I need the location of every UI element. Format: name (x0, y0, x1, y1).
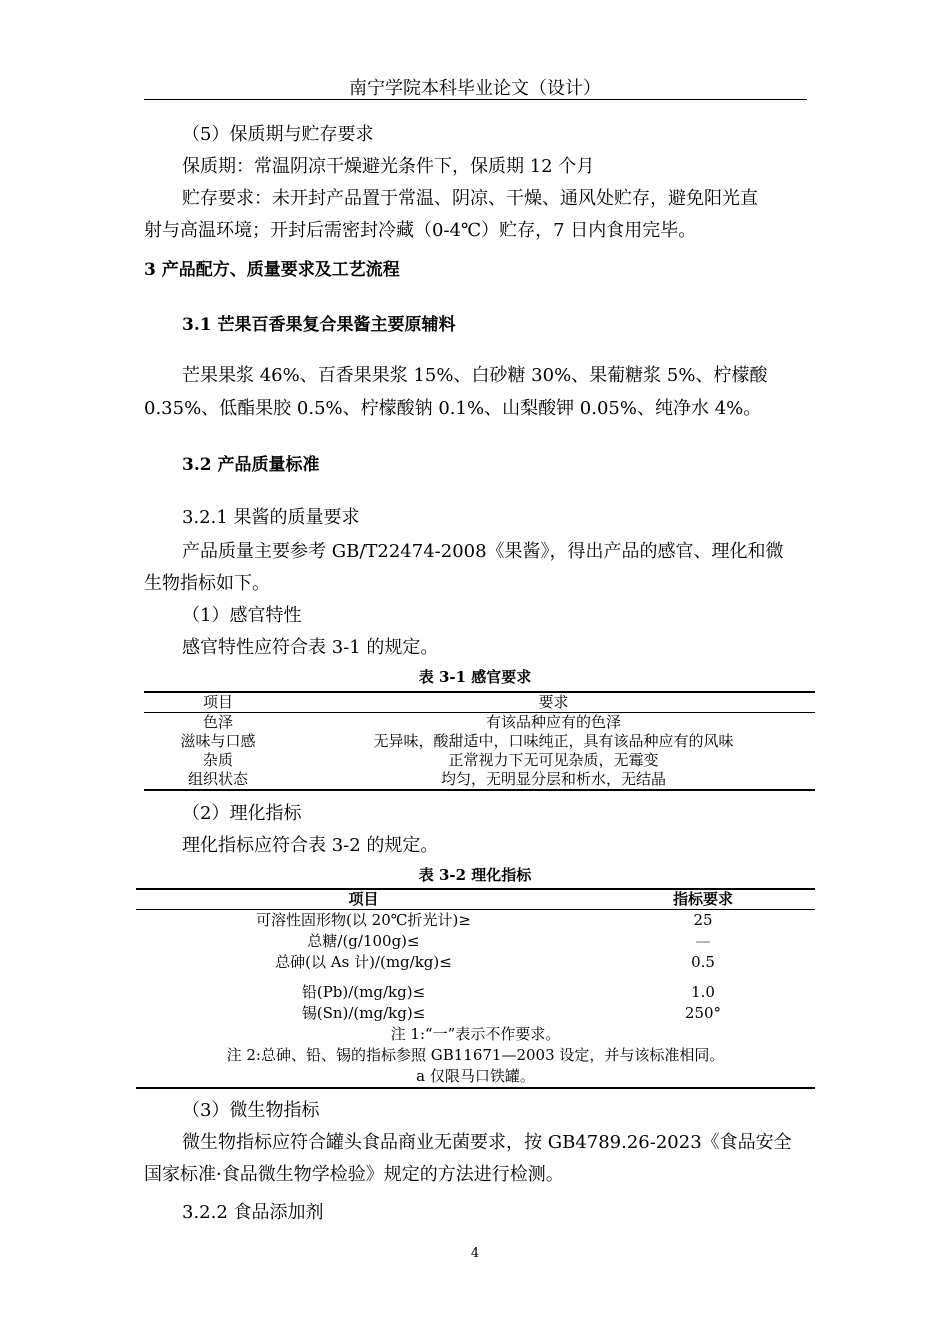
table-header-row (136, 889, 815, 910)
table-cell: 滋味与口感 (180, 732, 256, 750)
table-cell: 组织状态 (187, 770, 248, 788)
page-number: 4 (470, 1246, 480, 1261)
paragraph-micro-line1: 微生物指标应符合罐头食品商业无菌要求，按 GB4789.26-2023《食品安全 (182, 1132, 792, 1153)
table-cell: 铅(Pb)/(mg/kg)≤ (301, 983, 426, 1001)
table-header-cell: 指标要求 (591, 889, 815, 910)
table-row (136, 982, 815, 1003)
paragraph-storage-line1: 贮存要求：未开封产品置于常温、阴凉、干燥、通风处贮存，避免阳光直 (182, 188, 758, 209)
table-row (136, 931, 815, 952)
table-row (144, 713, 815, 733)
section-heading-3-2: 3.2 产品质量标准 (182, 455, 320, 475)
table-cell: 锡(Sn)/(mg/kg)≤ (301, 1004, 426, 1022)
table-row (136, 1003, 815, 1024)
paragraph-sensory-intro: 感官特性应符合表 3-1 的规定。 (182, 637, 439, 658)
table-row (144, 732, 815, 751)
page-header: 南宁学院本科毕业论文（设计） (349, 78, 601, 99)
subsection-heading-3-2-1: 3.2.1 果酱的质量要求 (182, 507, 360, 528)
paragraph-micro-line2: 国家标准·食品微生物学检验》规定的方法进行检测。 (144, 1164, 564, 1185)
paragraph-ingredients-line2: 0.35%、低酯果胶 0.5%、柠檬酸钠 0.1%、山梨酸钾 0.05%、纯净水 4%。 (144, 398, 762, 419)
table-caption-3-2: 表 3-2 理化指标 (418, 866, 532, 884)
table-note-row (136, 1066, 815, 1088)
table-header-cell: 项目 (144, 692, 292, 713)
table-row (144, 751, 815, 770)
sensory-table (144, 691, 815, 791)
table-note: 注 2:总砷、铅、锡的指标参照 GB11671—2003 设定，并与该标准相同。 (226, 1046, 725, 1064)
table-cell: 色泽 (202, 713, 233, 731)
table-note: 注 1:“一”表示不作要求。 (390, 1025, 561, 1043)
section-heading-3: 3 产品配方、质量要求及工艺流程 (144, 260, 400, 280)
paragraph-shelf-life-heading: （5）保质期与贮存要求 (182, 124, 374, 145)
paragraph-quality-line2: 生物指标如下。 (144, 573, 270, 594)
table-header-row (144, 692, 815, 713)
paragraph-physchem-heading: （2）理化指标 (182, 803, 302, 824)
table-cell: 正常视力下无可见杂质，无霉变 (448, 751, 659, 769)
table-cell: 有该品种应有的色泽 (485, 713, 621, 731)
paragraph-ingredients-line1: 芒果果浆 46%、百香果果浆 15%、白砂糖 30%、果葡糖浆 5%、柠檬酸 (182, 365, 768, 386)
table-cell: 均匀，无明显分层和析水，无结晶 (440, 770, 666, 788)
table-cell: 0.5 (691, 953, 715, 971)
table-cell: 总糖/(g/100g)≤ (307, 932, 420, 950)
subsection-heading-3-2-2: 3.2.2 食品添加剂 (182, 1202, 324, 1223)
paragraph-sensory-heading: （1）感官特性 (182, 605, 302, 626)
table-caption-3-1: 表 3-1 感官要求 (418, 668, 532, 686)
physchem-table (136, 888, 815, 1089)
paragraph-shelf-life: 保质期：常温阴凉干燥避光条件下，保质期 12 个月 (182, 156, 595, 177)
table-note-row (136, 1024, 815, 1045)
table-note: a 仅限马口铁罐。 (416, 1067, 535, 1085)
table-cell: — (695, 932, 711, 950)
paragraph-physchem-intro: 理化指标应符合表 3-2 的规定。 (182, 835, 439, 856)
table-note-row (136, 1045, 815, 1066)
paragraph-storage-line2: 射与高温环境；开封后需密封冷藏（0-4℃）贮存，7 日内食用完毕。 (144, 220, 697, 241)
table-row (136, 952, 815, 982)
paragraph-quality-line1: 产品质量主要参考 GB/T22474-2008《果酱》，得出产品的感官、理化和微 (182, 541, 784, 562)
table-cell: 杂质 (202, 751, 233, 769)
table-row (136, 910, 815, 932)
header-rule (144, 99, 807, 100)
table-header-cell: 项目 (136, 889, 591, 910)
section-heading-3-1: 3.1 芒果百香果复合果酱主要原辅料 (182, 315, 456, 335)
table-row (144, 770, 815, 790)
table-header-cell: 要求 (292, 692, 815, 713)
paragraph-micro-heading: （3）微生物指标 (182, 1100, 320, 1121)
table-cell: 1.0 (691, 983, 715, 1001)
table-cell: 总砷(以 As 计)/(mg/kg)≤ (275, 953, 452, 971)
table-cell: 250° (684, 1004, 722, 1022)
table-cell: 25 (693, 911, 713, 929)
table-cell: 无异味，酸甜适中，口味纯正，具有该品种应有的风味 (373, 732, 734, 750)
table-cell: 可溶性固形物(以 20℃折光计)≥ (256, 911, 471, 929)
